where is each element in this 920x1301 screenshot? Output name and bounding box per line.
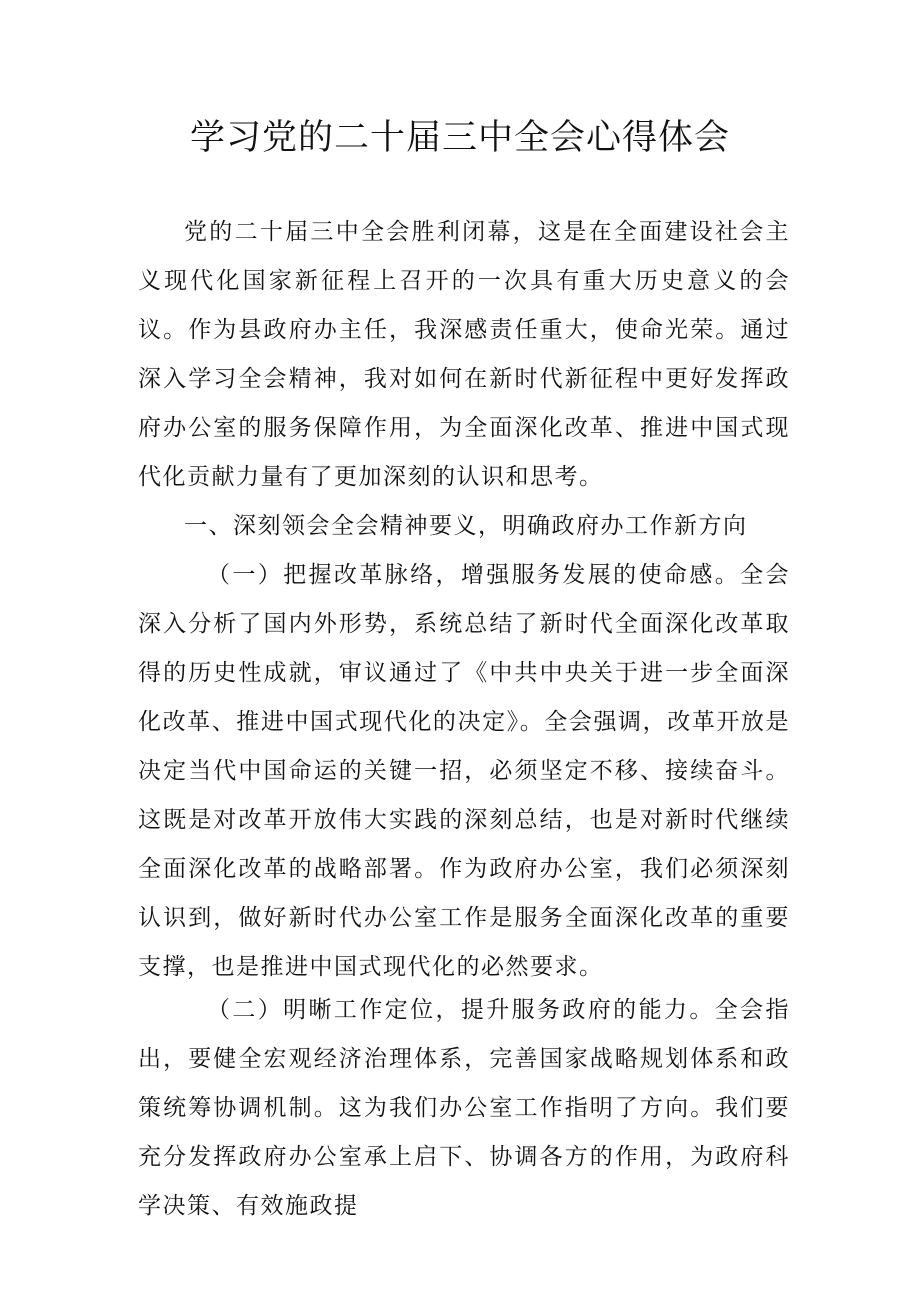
intro-paragraph: 党的二十届三中全会胜利闭幕，这是在全面建设社会主义现代化国家新征程上召开的一次具有重大历史意义的会议。作为县政府办主任，我深感责任重大，使命光荣。通过深入学习全会精神，我对如何在新时代新征程中更好发挥政府办公室的服务保障作用，为全面深化改革、推进中国式现代化贡献力量有了更加深刻的认识和思考。 [138,219,790,490]
subsection-paragraph-1: （一）把握改革脉络，增强服务发展的使命感。全会深入分析了国内外形势，系统总结了新时代全面深化改革取得的历史性成就，审议通过了《中共中央关于进一步全面深化改革、推进中国式现代化的决定》。全会强调，改革开放是决定当代中国命运的关键一招，必须坚定不移、接续奋斗。这既是对改革开放伟大实践的深刻总结，也是对新时代继续全面深化改革的战略部署。作为政府办公室，我们必须深刻认识到，做好新时代办公室工作是服务全面深化改革的重要支撑，也是推进中国式现代化的必然要求。 [138,562,790,980]
section-heading-1: 一、深刻领会全会精神要义，明确政府办工作新方向 [184,513,748,539]
subsection-paragraph-2: （二）明晰工作定位，提升服务政府的能力。全会指出，要健全宏观经济治理体系，完善国家战略规划体系和政策统筹协调机制。这为我们办公室工作指明了方向。我们要充分发挥政府办公室承上启下、协调各方的作用，为政府科学决策、有效施政提 [138,997,790,1219]
document-title: 学习党的二十届三中全会心得体会 [189,118,730,158]
